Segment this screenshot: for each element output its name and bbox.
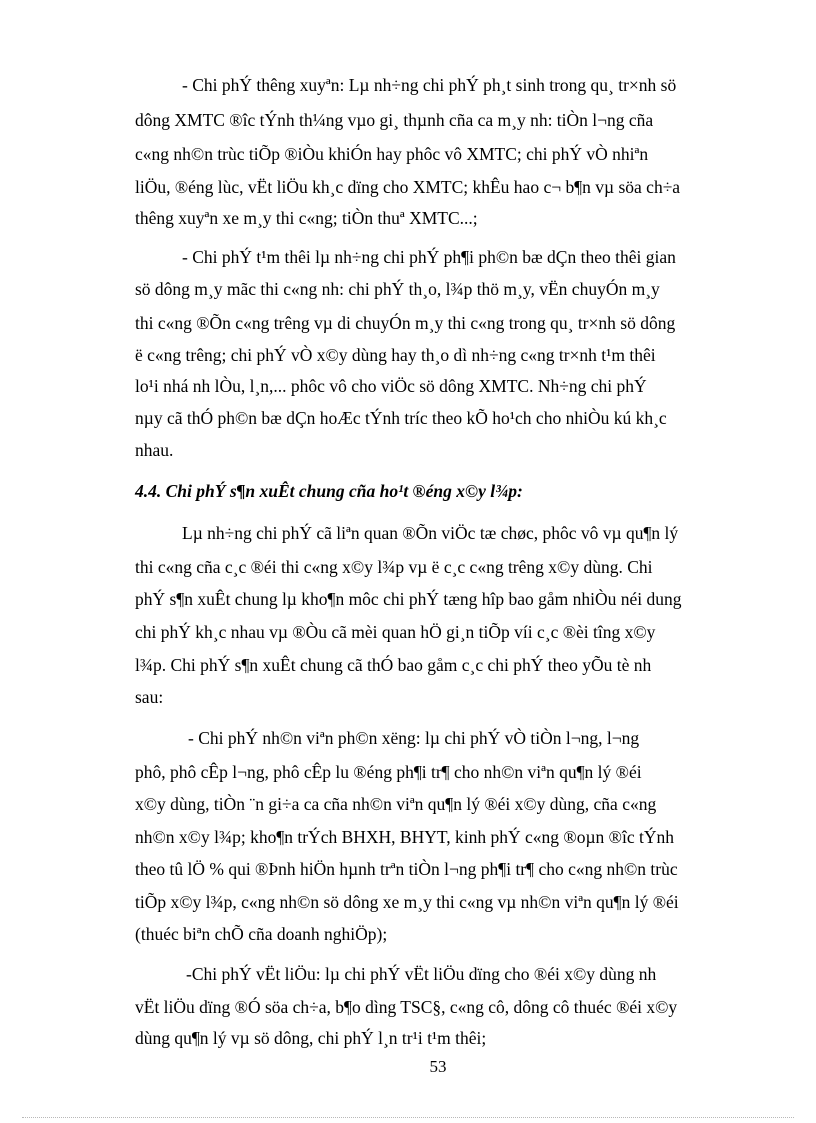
text-line: chi phÝ kh¸c nhau vµ ®Òu cã mèi quan hÖ gi¸n tiÕp víi c¸c ®èi tîng x©y bbox=[135, 622, 656, 642]
text-line: c«ng nh©n trùc tiÕp ®iÒu khiÓn hay phôc vô XMTC; chi phÝ vÒ nhiªn bbox=[135, 144, 649, 164]
text-line: ë c«ng trêng; chi phÝ vÒ x©y dùng hay th¸o dì nh÷ng c«ng tr×nh t¹m thêi bbox=[135, 345, 656, 365]
text-line: thêng xuyªn xe m¸y thi c«ng; tiÒn thuª XMTC...; bbox=[135, 208, 478, 228]
text-line: l¾p. Chi phÝ s¶n xuÊt chung cã thÓ bao gåm c¸c chi phÝ theo yÕu tè nh bbox=[135, 655, 652, 675]
text-line: thi c«ng ®Õn c«ng trêng vµ di chuyÓn m¸y thi c«ng trong qu¸ tr×nh sö dông bbox=[135, 313, 676, 333]
text-line: sau: bbox=[135, 687, 164, 707]
text-line: nh©n x©y l¾p; kho¶n trÝch BHXH, BHYT, kinh phÝ c«ng ®oµn ®îc tÝnh bbox=[135, 827, 674, 847]
text-line: - Chi phÝ t¹m thêi lµ nh÷ng chi phÝ ph¶i ph©n bæ dÇn theo thêi gian bbox=[182, 247, 676, 267]
text-line: - Chi phÝ nh©n viªn ph©n xëng: lµ chi phÝ vÒ tiÒn l¬ng, l¬ng bbox=[188, 728, 640, 748]
text-line: (thuéc biªn chÕ cña doanh nghiÖp); bbox=[135, 924, 388, 944]
text-line: liÖu, ®éng lùc, vËt liÖu kh¸c dïng cho XMTC; khÊu hao c¬ b¶n vµ söa ch÷a bbox=[135, 177, 681, 197]
text-line: vËt liÖu dïng ®Ó söa ch÷a, b¶o dìng TSC§, c«ng cô, dông cô thuéc ®éi x©y bbox=[135, 997, 678, 1017]
text-line: theo tû lÖ % qui ®Þnh hiÖn hµnh trªn tiÒn l¬ng ph¶i tr¶ cho c«ng nh©n trùc bbox=[135, 859, 678, 879]
text-line: x©y dùng, tiÒn ¨n gi÷a ca cña nh©n viªn qu¶n lý ®éi x©y dùng, cña c«ng bbox=[135, 794, 657, 814]
text-line: tiÕp x©y l¾p, c«ng nh©n sö dông xe m¸y thi c«ng vµ nh©n viªn qu¶n lý ®éi bbox=[135, 892, 679, 912]
page-bottom-divider bbox=[22, 1117, 794, 1118]
text-line: lo¹i nhá nh lÒu, l¸n,... phôc vô cho viÖc sö dông XMTC. Nh÷ng chi phÝ bbox=[135, 376, 647, 396]
section-heading: 4.4. Chi phÝ s¶n xuÊt chung cña ho¹t ®éng x©y l¾p: bbox=[135, 481, 523, 501]
text-line: dông XMTC ®îc tÝnh th¼ng vµo gi¸ thµnh cña ca m¸y nh: tiÒn l¬ng cña bbox=[135, 110, 654, 130]
text-line: dùng qu¶n lý vµ sö dông, chi phÝ l¸n tr¹i t¹m thêi; bbox=[135, 1028, 487, 1048]
text-line: nhau. bbox=[135, 440, 174, 460]
page-number: 53 bbox=[429, 1057, 447, 1076]
text-line: phÝ s¶n xuÊt chung lµ kho¶n môc chi phÝ tæng hîp bao gåm nhiÒu néi dung bbox=[135, 589, 682, 609]
text-line: thi c«ng cña c¸c ®éi thi c«ng x©y l¾p vµ ë c¸c c«ng trêng x©y dùng. Chi bbox=[135, 557, 653, 577]
text-line: sö dông m¸y mãc thi c«ng nh: chi phÝ th¸o, l¾p thö m¸y, vËn chuyÓn m¸y bbox=[135, 279, 660, 299]
text-line: - Chi phÝ thêng xuyªn: Lµ nh÷ng chi phÝ ph¸t sinh trong qu¸ tr×nh sö bbox=[182, 75, 677, 95]
text-line: -Chi phÝ vËt liÖu: lµ chi phÝ vËt liÖu dïng cho ®éi x©y dùng nh bbox=[186, 964, 657, 984]
text-line: Lµ nh÷ng chi phÝ cã liªn quan ®Õn viÖc tæ chøc, phôc vô vµ qu¶n lý bbox=[182, 523, 679, 543]
text-line: nµy cã thÓ ph©n bæ dÇn hoÆc tÝnh tríc theo kÕ ho¹ch cho nhiÒu kú kh¸c bbox=[135, 408, 667, 428]
text-line: phô, phô cÊp l¬ng, phô cÊp lu ®éng ph¶i tr¶ cho nh©n viªn qu¶n lý ®éi bbox=[135, 762, 642, 782]
